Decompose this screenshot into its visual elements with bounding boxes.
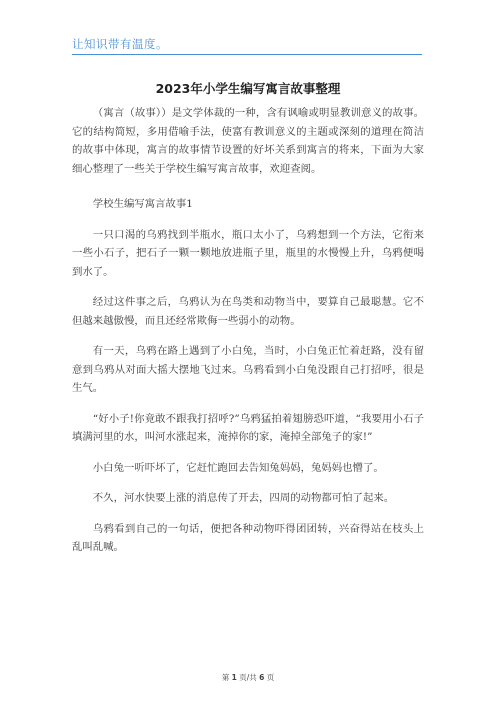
story-paragraph: 一只口渴的乌鸦找到半瓶水，瓶口太小了，乌鸦想到一个方法，它衔来一些小石子，把石子一颗一颗地放进瓶子里，瓶里的水慢慢上升，乌鸦便喝到水了。: [72, 228, 424, 278]
header-divider: [72, 54, 422, 55]
page-footer: [0, 672, 496, 683]
story-paragraph: 有一天，乌鸦在路上遇到了小白兔，当时，小白兔正忙着赶路，没有留意到乌鸦从对面大摇大摆地飞过来。乌鸦看到小白兔没跟自己打招呼，很是生气。: [72, 345, 424, 394]
page-mid: 页/共: [239, 673, 257, 682]
page-title: 2023年小学生编写寓言故事整理: [155, 81, 341, 96]
story-paragraph: 乌鸦看到自己的一句话，便把各种动物吓得团团转，兴奋得站在枝头上乱叫乱喊。: [72, 522, 424, 553]
document-body: [72, 104, 424, 557]
section-heading: 学校生编写寓言故事1: [92, 198, 193, 210]
story-paragraph: “好小子!你竟敢不跟我打招呼?”乌鸦猛拍着翅膀恐吓道，“我要用小石子填满河里的水，叫河水涨起来，淹掉你的家，淹掉全部兔子的家!”: [72, 412, 424, 443]
story-paragraph: 经过这件事之后，乌鸦认为在鸟类和动物当中，要算自己最聪慧。它不但越来越傲慢，而且还经常欺侮一些弱小的动物。: [72, 296, 424, 327]
story-paragraph: 不久，河水快要上涨的消息传了开去，四周的动物都可怕了起来。: [92, 492, 395, 504]
page-total: 6: [259, 673, 265, 682]
page-prefix: 第: [221, 673, 230, 682]
intro-paragraph: （寓言（故事））是文学体裁的一种，含有讽喻或明显教训意义的故事。它的结构简短，多用借喻手法，使富有教训意义的主题或深刻的道理在简洁的故事中体现，寓言的故事情节设置的好坏关系到寓言的将来，下面为大家细心整理了一些关于学校生编写寓言故事，欢迎查阅。: [72, 107, 424, 175]
story-paragraph: 小白兔一听吓坏了，它赶忙跑回去告知兔妈妈，兔妈妈也懵了。: [92, 461, 384, 474]
header-slogan: 让知识带有温度。: [72, 37, 168, 51]
page-suffix: 页: [266, 673, 275, 682]
page-current: 1: [231, 673, 237, 682]
